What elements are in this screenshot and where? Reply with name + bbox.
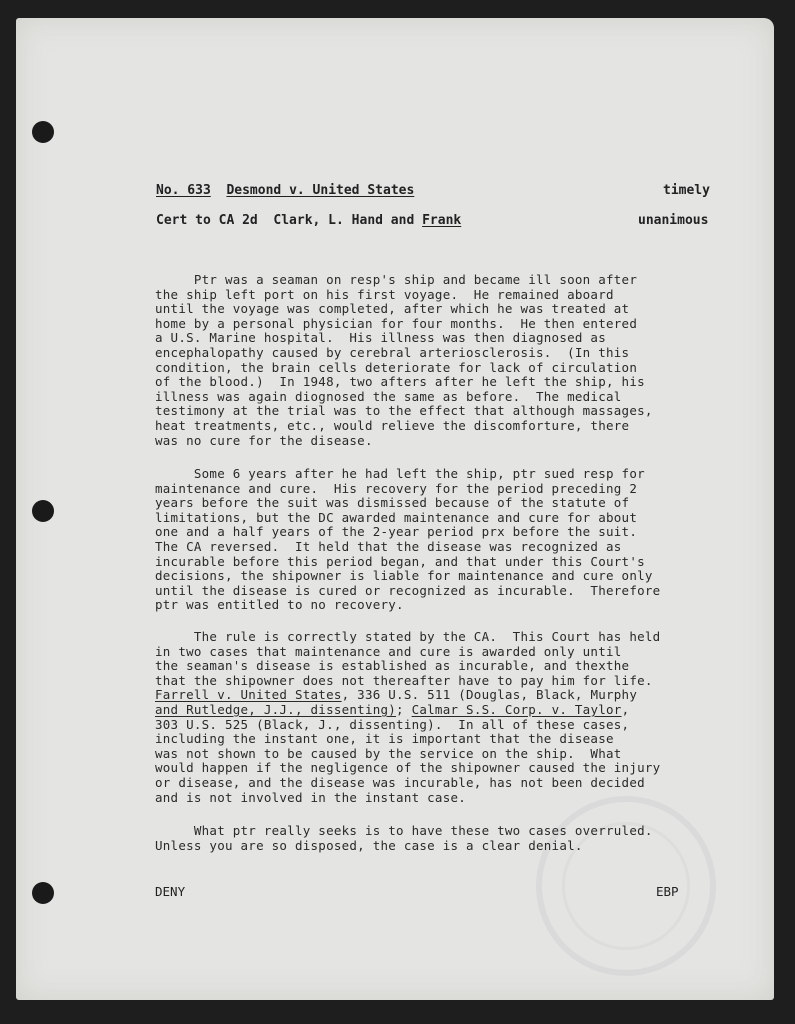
text-line: limitations, but the DC awarded maintenance and cure for about <box>155 509 638 525</box>
text-line: one and a half years of the 2-year period prx before the suit. <box>155 524 638 540</box>
cert-line <box>156 213 461 228</box>
separator: ; <box>396 702 412 717</box>
cert-line-text: Cert to CA 2d Clark, L. Hand and <box>156 213 423 228</box>
case-name: Desmond v. United States <box>226 183 415 198</box>
text-line: a U.S. Marine hospital. His illness was then diagnosed as <box>155 330 606 346</box>
text-line: that the shipowner does not thereafter have to pay him for life. <box>155 672 653 688</box>
text-line <box>155 688 637 703</box>
text-line: ptr was entitled to no recovery. <box>155 597 404 613</box>
text-line: until the disease is cured or recognized as incurable. Therefore <box>155 582 661 598</box>
text-line: The CA reversed. It held that the disease was recognized as <box>155 539 622 554</box>
text-line: incurable before this period began, and that under this Court's <box>155 553 645 569</box>
text-line: including the instant one, it is important that the disease <box>155 731 614 747</box>
binder-hole-top <box>32 121 54 143</box>
text-line: years before the suit was dismissed because of the statute of <box>155 495 630 511</box>
text-line: the ship left port on his first voyage. He remained aboard <box>155 286 614 302</box>
case-number: No. 633 <box>156 183 211 198</box>
text-line: was not shown to be caused by the service on the ship. What <box>155 745 622 761</box>
citation-calmar: Calmar S.S. Corp. v. Taylor <box>411 702 622 717</box>
text-line: or disease, and the disease was incurable, has not been decided <box>155 775 645 790</box>
text-line: of the blood.) In 1948, two afters after he left the ship, his <box>155 374 645 390</box>
recommendation-deny: DENY <box>155 884 186 899</box>
text-line: The rule is correctly stated by the CA. This Court has held <box>155 629 661 644</box>
text-line: home by a personal physician for four months. He then entered <box>155 315 638 331</box>
dissent-note: and Rutledge, J.J., dissenting) <box>155 702 397 717</box>
text-line: and is not involved in the instant case. <box>155 789 467 805</box>
text-line: was no cure for the disease. <box>155 432 373 448</box>
vote-tally: unanimous <box>638 213 709 228</box>
clerk-initials: EBP <box>656 884 679 899</box>
text-line: illness was again diognosed the same as before. The medical <box>155 388 622 404</box>
text-line: the seaman's disease is established as incurable, and thexthe <box>155 658 630 674</box>
binder-hole-bottom <box>32 882 54 904</box>
text-line: condition, the brain cells deteriorate for lack of circulation <box>155 359 638 375</box>
text-line: 303 U.S. 525 (Black, J., dissenting). In all of these cases, <box>155 716 630 732</box>
text-line: What ptr really seeks is to have these two cases overruled. <box>155 823 653 838</box>
comma: , <box>621 702 630 717</box>
text-line: decisions, the shipowner is liable for maintenance and cure only <box>155 568 653 584</box>
text-line: maintenance and cure. His recovery for the period preceding 2 <box>155 480 638 496</box>
filing-status: timely <box>663 183 710 198</box>
binder-hole-middle <box>32 500 54 522</box>
text-line: in two cases that maintenance and cure is awarded only until <box>155 643 622 659</box>
case-number-and-name <box>156 183 414 198</box>
text-line: Unless you are so disposed, the case is a clear denial. <box>155 837 583 853</box>
text-line: would happen if the negligence of the shipowner caused the injury <box>155 760 661 776</box>
text-line: Ptr was a seaman on resp's ship and became ill soon after <box>155 272 638 287</box>
text-line: encephalopathy caused by cerebral arteriosclerosis. (In this <box>155 345 630 360</box>
document-page <box>16 18 774 1000</box>
text-line: Some 6 years after he had left the ship, ptr sued resp for <box>155 466 645 481</box>
citation-farrell-detail: , 336 U.S. 511 (Douglas, Black, Murphy <box>341 687 638 703</box>
text-line: heat treatments, etc., would relieve the discomforture, there <box>155 418 630 433</box>
citation-farrell: Farrell v. United States <box>155 687 342 703</box>
text-line: testimony at the trial was to the effect that although massages, <box>155 403 653 419</box>
cert-judge-frank: Frank <box>422 213 462 228</box>
text-line <box>155 703 629 718</box>
text-line: until the voyage was completed, after which he was treated at <box>155 301 630 317</box>
